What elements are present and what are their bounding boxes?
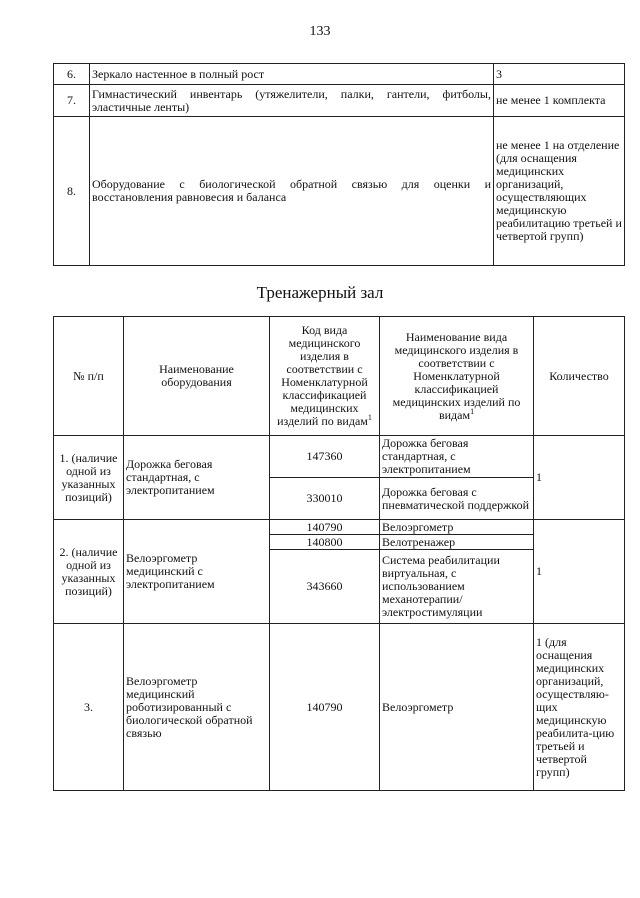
table-row — [54, 520, 625, 535]
table-row — [54, 436, 625, 478]
type-code: 343660 — [270, 550, 380, 624]
type-name: Дорожка беговая стандартная, с электропитанием — [380, 436, 534, 478]
header-kind: Наименование вида медицинского изделия в соответствии с Номенклатурной классификацией медицинских изделий по видам$^1$ — [380, 317, 534, 436]
quantity: 1 — [534, 436, 625, 520]
quantity: не менее 1 комплекта — [494, 85, 625, 117]
quantity: не менее 1 на отделение (для оснащения медицинских организаций, осуществляющих медицинскую реабилитацию третьей и четвертой групп) — [494, 117, 625, 266]
type-name: Велоэргометр — [380, 520, 534, 535]
quantity: 3 — [494, 64, 625, 85]
row-number: 8. — [54, 117, 90, 266]
header-num: № п/п — [54, 317, 124, 436]
type-code: 140800 — [270, 535, 380, 550]
type-name: Велотренажер — [380, 535, 534, 550]
page-number: 133 — [309, 24, 331, 39]
type-name: Дорожка беговая с пневматической поддержкой — [380, 478, 534, 520]
table-row — [54, 64, 625, 85]
equipment-name: Велоэргометр медицинский роботизированный с биологической обратной связью — [124, 624, 270, 791]
equipment-name: Велоэргометр медицинский с электропитанием — [124, 520, 270, 624]
type-name: Система реабилитации виртуальная, с использованием механотерапии/ электростимуляции — [380, 550, 534, 624]
type-code: 330010 — [270, 478, 380, 520]
group-number: 1. (наличие одной из указанных позиций) — [54, 436, 124, 520]
section-title: Тренажерный зал — [256, 283, 384, 302]
quantity: 1 — [534, 520, 625, 624]
group-number: 2. (наличие одной из указанных позиций) — [54, 520, 124, 624]
row-number: 7. — [54, 85, 90, 117]
gym-equipment-table — [53, 316, 625, 791]
table-row — [54, 85, 625, 117]
header-equipment: Наименование оборудования — [124, 317, 270, 436]
equipment-table-continued — [53, 63, 625, 266]
equipment-name: Оборудование с биологической обратной связью для оценки и восстановления равновесия и баланса — [90, 117, 494, 266]
equipment-name: Дорожка беговая стандартная, с электропитанием — [124, 436, 270, 520]
equipment-name: Зеркало настенное в полный рост — [90, 64, 494, 85]
equipment-name: Гимнастический инвентарь (утяжелители, палки, гантели, фитболы, эластичные ленты) — [90, 85, 494, 117]
type-name: Велоэргометр — [380, 624, 534, 791]
row-number: 6. — [54, 64, 90, 85]
type-code: 147360 — [270, 436, 380, 478]
header-row — [54, 317, 625, 436]
group-number: 3. — [54, 624, 124, 791]
table-row — [54, 117, 625, 266]
type-code: 140790 — [270, 624, 380, 791]
header-quantity: Количество — [534, 317, 625, 436]
type-code: 140790 — [270, 520, 380, 535]
quantity: 1 (для оснащения медицинских организаций, осуществляю-щих медицинскую реабилита-цию третьей и четвертой групп) — [534, 624, 625, 791]
table-row — [54, 624, 625, 791]
header-code: Код вида медицинского изделия в соответствии с Номенклатурной классификацией медицинских изделий по видам$^1$ — [270, 317, 380, 436]
